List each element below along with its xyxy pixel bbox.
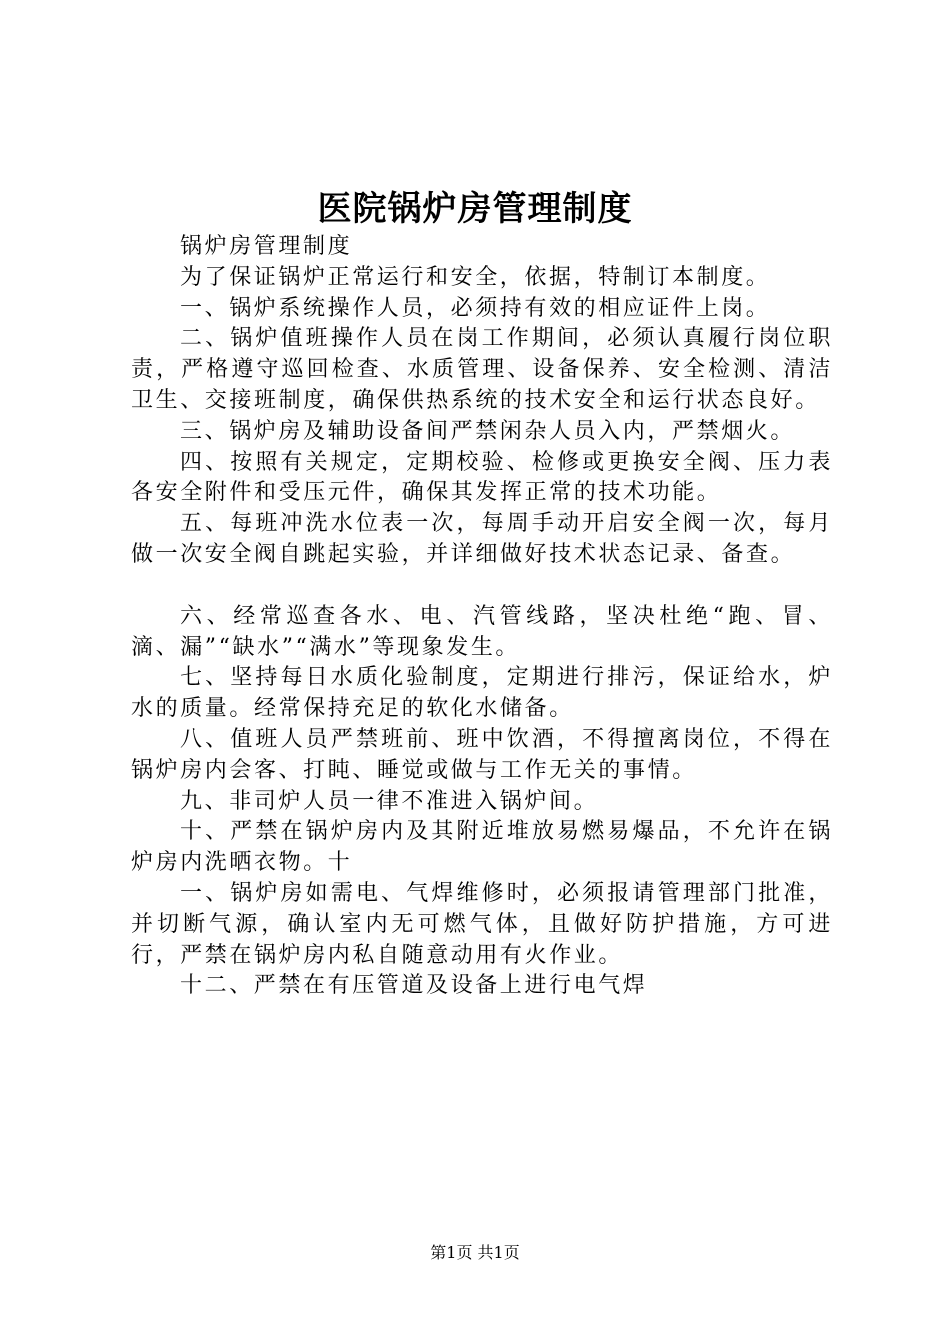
paragraph-rule-5: 五、每班冲洗水位表一次，每周手动开启安全阀一次，每月做一次安全阀自跳起实验，并详细做好技术状态记录、备查。 [131,511,833,567]
paragraph-rule-7: 七、坚持每日水质化验制度，定期进行排污，保证给水，炉水的质量。经常保持充足的软化水储备。 [131,665,833,722]
paragraph-rule-10: 十、严禁在锅炉房内及其附近堆放易燃易爆品，不允许在锅炉房内洗晒衣物。十 [131,819,833,876]
page-footer: 第1页 共1页 [430,1243,520,1262]
document-title: 医院锅炉房管理制度 [317,189,633,229]
paragraph-intro: 为了保证锅炉正常运行和安全，依据，特制订本制度。 [180,264,771,290]
paragraph-rule-1: 一、锅炉系统操作人员，必须持有效的相应证件上岗。 [180,295,771,321]
paragraph-rule-4: 四、按照有关规定，定期校验、检修或更换安全阀、压力表各安全附件和受压元件，确保其发挥正常的技术功能。 [131,449,833,506]
paragraph-spacer [131,571,833,602]
paragraph-rule-9: 九、非司炉人员一律不准进入锅炉间。 [180,788,599,814]
paragraph-rule-8: 八、值班人员严禁班前、班中饮酒，不得擅离岗位，不得在锅炉房内会客、打盹、睡觉或做与工作无关的事情。 [131,726,833,783]
paragraph-rule-2: 二、锅炉值班操作人员在岗工作期间，必须认真履行岗位职责，严格遵守巡回检查、水质管理、设备保养、安全检测、清洁卫生、交接班制度，确保供热系统的技术安全和运行状态良好。 [131,326,833,413]
paragraph-rule-3: 三、锅炉房及辅助设备间严禁闲杂人员入内，严禁烟火。 [180,418,796,444]
document-body [131,232,833,1002]
paragraph-rule-12: 十二、严禁在有压管道及设备上进行电气焊 [180,973,648,999]
paragraph-heading: 锅炉房管理制度 [180,234,353,259]
paragraph-rule-11: 一、锅炉房如需电、气焊维修时，必须报请管理部门批准，并切断气源，确认室内无可燃气体，且做好防护措施，方可进行，严禁在锅炉房内私自随意动用有火作业。 [131,880,833,968]
paragraph-rule-6: 六、经常巡查各水、电、汽管线路，坚决杜绝“跑、冒、滴、漏”“缺水”“满水”等现象发生。 [131,603,833,660]
